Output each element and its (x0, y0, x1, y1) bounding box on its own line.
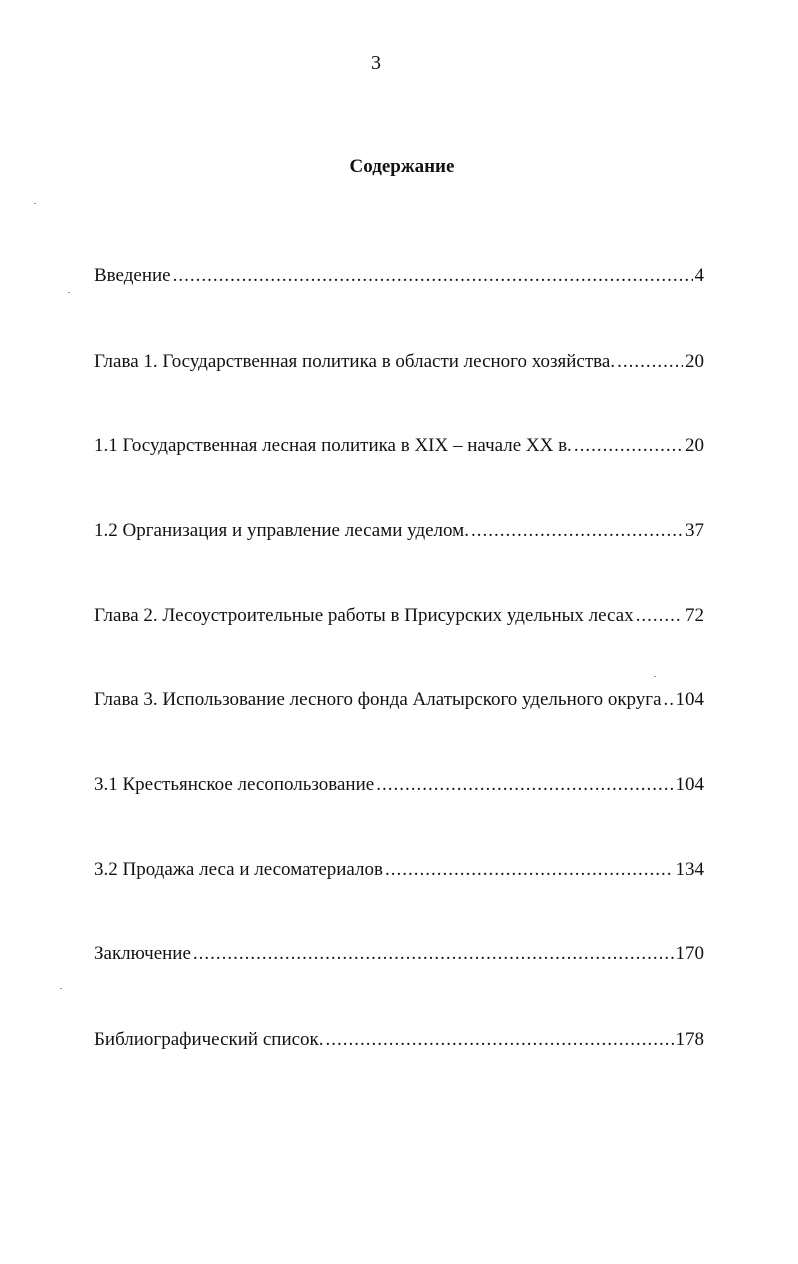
toc-entry-label: 1.2 Организация и управление лесами уделом. (94, 520, 469, 541)
toc-entry-introduction (94, 264, 704, 288)
toc-entry-page: 104 (675, 689, 704, 710)
toc-entry-chapter-3 (94, 688, 704, 712)
toc-entry-page: 134 (675, 859, 704, 880)
toc-title: Содержание (349, 156, 455, 177)
toc-entry-label: Глава 3. Использование лесного фонда Алатырского удельного округа (94, 689, 662, 710)
toc-entry-page: 20 (685, 351, 704, 372)
toc-entry-label: 3.2 Продажа леса и лесоматериалов (94, 859, 383, 880)
dot-leader (173, 264, 693, 288)
toc-entry-page: 20 (685, 435, 704, 456)
toc-entry-label: Глава 2. Лесоустроительные работы в Присурских удельных лесах (94, 605, 634, 626)
scan-speck (68, 292, 70, 293)
toc-entry-label: Заключение (94, 943, 191, 964)
toc-entry-section-3-2 (94, 858, 704, 882)
toc-entry-label: Библиографический список. (94, 1029, 324, 1050)
page-number: 3 (371, 52, 381, 74)
toc-entry-bibliography (94, 1028, 704, 1052)
toc-entry-label: 1.1 Государственная лесная политика в XIX – начале XX в. (94, 435, 572, 456)
dot-leader (376, 773, 673, 797)
dot-leader (636, 604, 683, 628)
dot-leader (664, 688, 674, 712)
toc-entry-page: 4 (694, 265, 704, 286)
toc-entry-label: Глава 1. Государственная политика в области лесного хозяйства. (94, 351, 616, 372)
toc-entry-chapter-2 (94, 604, 704, 628)
scan-speck (60, 988, 62, 989)
toc-entry-page: 170 (675, 943, 704, 964)
toc-entry-conclusion (94, 942, 704, 966)
toc-entry-section-1-2 (94, 519, 704, 543)
dot-leader (574, 434, 683, 458)
dot-leader (617, 350, 683, 374)
toc-entry-section-3-1 (94, 773, 704, 797)
dot-leader (471, 519, 683, 543)
dot-leader (326, 1028, 674, 1052)
toc-entry-chapter-1 (94, 350, 704, 374)
toc-entry-page: 104 (675, 774, 704, 795)
toc-entry-page: 178 (675, 1029, 704, 1050)
toc-entry-label: 3.1 Крестьянское лесопользование (94, 774, 375, 795)
toc-entry-page: 37 (685, 520, 704, 541)
toc-entry-section-1-1 (94, 434, 704, 458)
scan-speck (654, 676, 656, 677)
scan-speck (34, 203, 36, 204)
dot-leader (193, 942, 674, 966)
toc-entry-label: Введение (94, 265, 171, 286)
toc-entry-page: 72 (685, 605, 704, 626)
dot-leader (385, 858, 674, 882)
